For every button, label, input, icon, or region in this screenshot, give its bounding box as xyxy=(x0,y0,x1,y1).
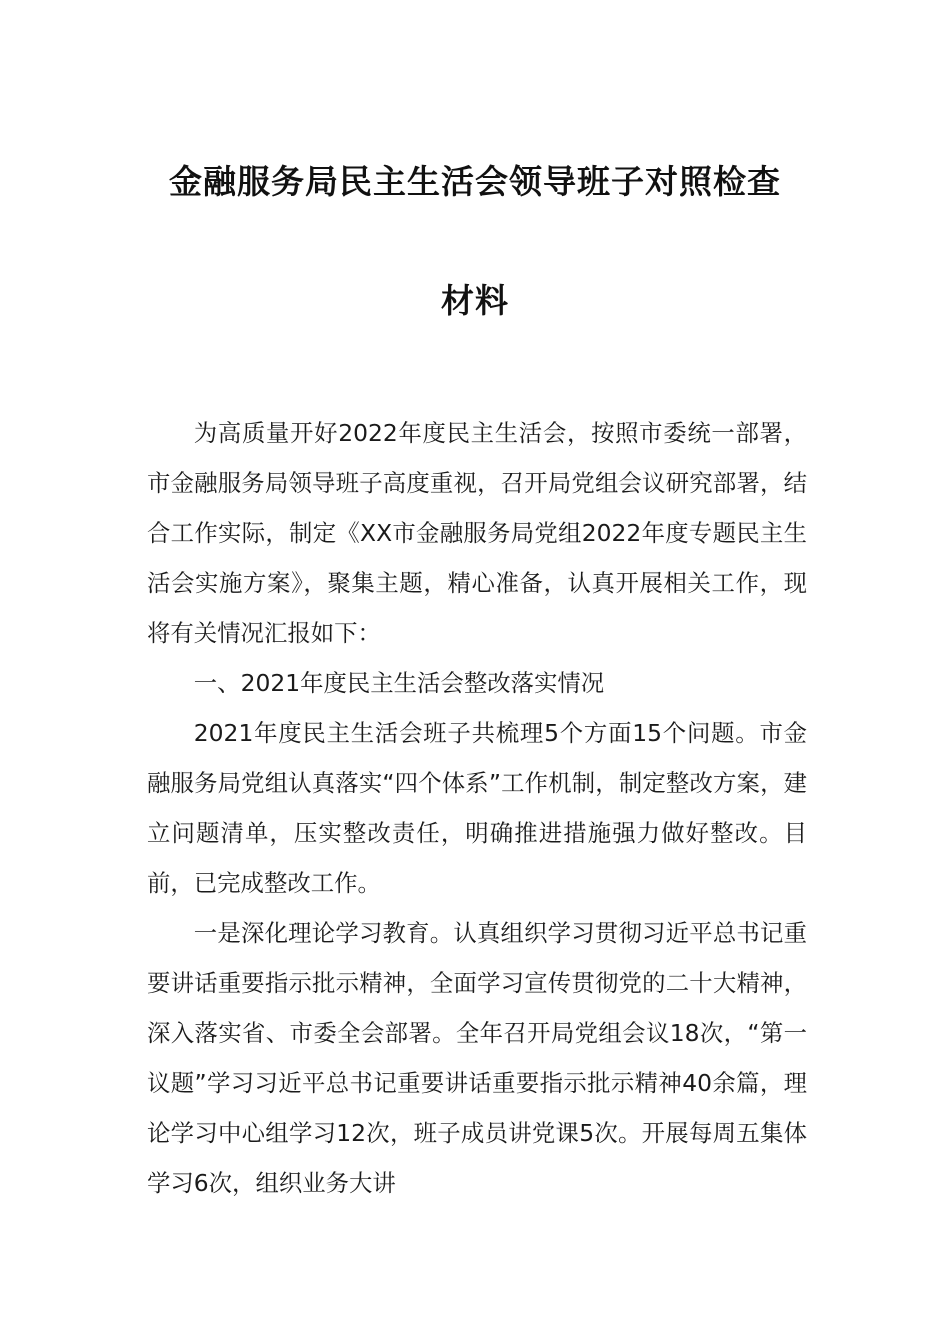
document-body xyxy=(147,408,807,1208)
paragraph-theory-study: 一是深化理论学习教育。认真组织学习贯彻习近平总书记重要讲话重要指示批示精神，全面学习宣传贯彻党的二十大精神，深入落实省、市委全会部署。全年召开局党组会议18次，“第一议题”学习习近平总书记重要讲话重要指示批示精神40余篇，理论学习中心组学习12次，班子成员讲党课5次。开展每周五集体学习6次，组织业务大讲 xyxy=(147,919,807,1197)
document-title-line-1: 金融服务局民主生活会领导班子对照检查 xyxy=(169,162,781,201)
paragraph-rectification-summary: 2021年度民主生活会班子共梳理5个方面15个问题。市金融服务局党组认真落实“四个体系”工作机制，制定整改方案，建立问题清单，压实整改责任，明确推进措施强力做好整改。目前，已完成整改工作。 xyxy=(147,719,807,897)
section-heading-1: 一、2021年度民主生活会整改落实情况 xyxy=(193,669,605,697)
document-title-line-2: 材料 xyxy=(441,281,509,320)
paragraph-intro: 为高质量开好2022年度民主生活会，按照市委统一部署，市金融服务局领导班子高度重视，召开局党组会议研究部署，结合工作实际，制定《XX市金融服务局党组2022年度专题民主生活会实施方案》，聚集主题，精心准备，认真开展相关工作，现将有关情况汇报如下： xyxy=(147,419,807,647)
